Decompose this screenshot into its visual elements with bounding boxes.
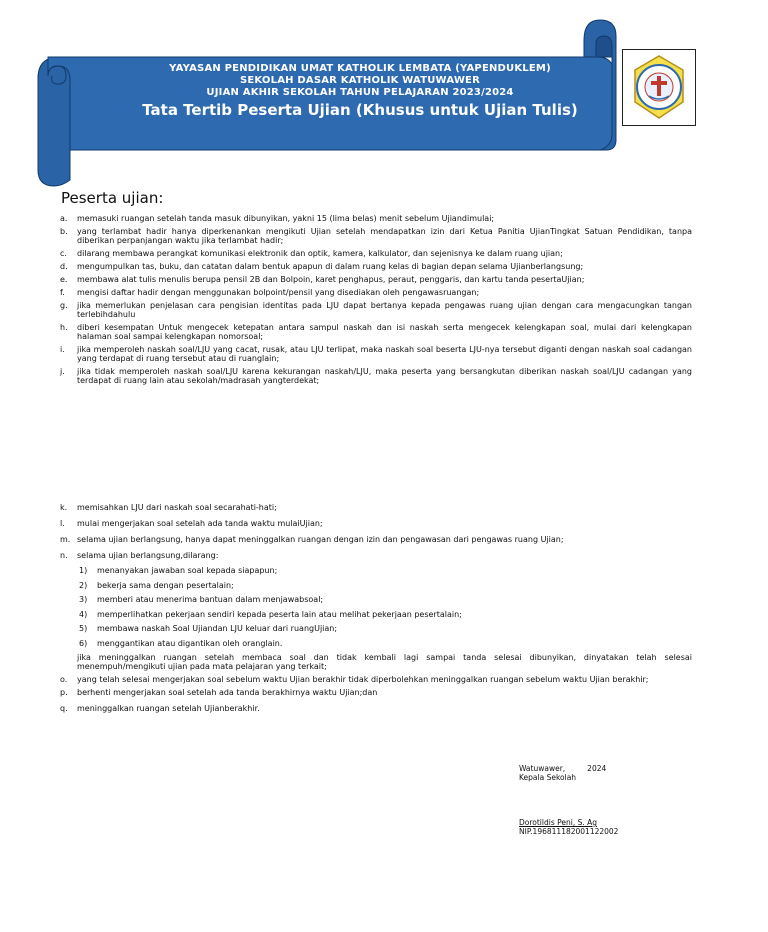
sub-list-item: 3) memberi atau menerima bantuan dalam menjawabsoal; — [79, 595, 324, 604]
list-item: n. selama ujian berlangsung,dilarang: — [60, 551, 219, 560]
list-item: m. selama ujian berlangsung, hanya dapat meninggalkan ruangan dengan izin dan pengawasan dari pengawas ruang Ujian; — [60, 535, 564, 544]
banner-text — [80, 63, 640, 120]
school-name: SEKOLAH DASAR KATHOLIK WATUWAWER — [239, 75, 480, 86]
list-item: l. mulai mengerjakan soal setelah ada tanda waktu mulaiUjian; — [60, 519, 323, 528]
signature-place-date — [519, 764, 606, 773]
sub-list-item: 1) menanyakan jawaban soal kepada siapapun; — [79, 566, 278, 575]
school-logo — [623, 50, 695, 125]
list-item: a. memasuki ruangan setelah tanda masuk dibunyikan, yakni 15 (lima belas) menit sebelum Ujiandimulai; — [60, 214, 495, 223]
signature-place: Watuwawer, — [519, 764, 566, 773]
sub-list-item: 5) membawa naskah Soal Ujiandan LJU keluar dari ruangUjian; — [79, 624, 338, 633]
signature-block — [519, 764, 606, 782]
rules-list-bottom — [60, 503, 692, 717]
section-heading: Peserta ujian: — [61, 189, 164, 207]
list-item: d. mengumpulkan tas, buku, dan catatan dalam bentuk apapun di dalam ruang kelas di bagian depan selama Ujianberlangsung; — [60, 262, 584, 271]
list-item: f. mengisi daftar hadir dengan menggunakan bolpoint/pensil yang disediakan oleh pengawasruangan; — [60, 288, 480, 297]
signature-nip: NIP.196811182001122002 — [519, 827, 619, 836]
list-item: i. jika memperoleh naskah soal/LJU yang cacat, rusak, atau LJU terlipat, maka naskah soal beserta LJU-nya tersebut diganti dengan naskah soal cadangan yang terdapat di ruang tersebut atau di ruanglain; — [60, 345, 692, 363]
sub-list-item: 4) memperlihatkan pekerjaan sendiri kepada peserta lain atau melihat pekerjaan pesertalain; — [79, 609, 462, 619]
list-item: q. meninggalkan ruangan setelah Ujianberakhir. — [60, 704, 260, 713]
signature-role: Kepala Sekolah — [519, 773, 577, 782]
signature-name: Dorotildis Peni, S. Ag — [519, 818, 598, 827]
school-logo-frame — [622, 49, 696, 126]
list-item: c. dilarang membawa perangkat komunikasi elektronik dan optik, kamera, kalkulator, dan sejenisnya ke dalam ruang ujian; — [60, 249, 563, 258]
exam-name: UJIAN AKHIR SEKOLAH TAHUN PELAJARAN 2023/2024 — [206, 87, 514, 98]
list-item: o. yang telah selesai mengerjakan soal sebelum waktu Ujian berakhir tidak diperbolehkan meninggalkan ruangan sebelum waktu Ujian berakhir; — [60, 675, 649, 684]
note-paragraph: jika meninggalkan ruangan setelah membaca soal dan tidak kembali lagi sampai tanda selesai dibunyikan, dinyatakan telah selesai menempuh/mengikuti ujian pada mata pelajaran yang terkait; — [77, 653, 692, 671]
rules-list-top — [60, 214, 692, 389]
sub-list-item: 2) bekerja sama dengan pesertalain; — [79, 580, 234, 590]
signature-year: 2024 — [587, 764, 607, 773]
sub-list-item: 6) menggantikan atau digantikan oleh oranglain. — [79, 638, 283, 648]
list-item: p. berhenti mengerjakan soal setelah ada tanda berakhirnya waktu Ujian;dan — [60, 688, 378, 697]
list-item: k. memisahkan LJU dari naskah soal secarahati-hati; — [60, 503, 277, 512]
signature-name-block — [519, 818, 618, 836]
list-item: g. jika memerlukan penjelasan cara pengisian identitas pada LJU dapat bertanya kepada pengawas ruang ujian dengan cara mengacungkan tangan terlebihdahulu — [60, 301, 692, 319]
foundation-name: YAYASAN PENDIDIKAN UMAT KATHOLIK LEMBATA (YAPENDUKLEM) — [169, 63, 551, 74]
list-item: j. jika tidak memperoleh naskah soal/LJU karena kekurangan naskah/LJU, maka peserta yang bersangkutan diberikan naskah soal/LJU cadangan yang terdapat di ruang lain atau sekolah/madrasah yangterdekat; — [60, 367, 692, 385]
list-item: h. diberi kesempatan Untuk mengecek ketepatan antara sampul naskah dan isi naskah serta mengecek kelengkapan soal, mulai dari kelengkapan halaman soal sampai kelengkapan nomorsoal; — [60, 323, 692, 341]
list-item: e. membawa alat tulis menulis berupa pensil 2B dan Bolpoin, karet penghapus, peraut, penggaris, dan kartu tanda pesertaUjian; — [60, 275, 585, 284]
list-item: b. yang terlambat hadir hanya diperkenankan mengikuti Ujian setelah mendapatkan izin dari Ketua Panitia UjianTingkat Satuan Pendidikan, tanpa diberikan perpanjangan waktu jika terlambat hadir; — [60, 227, 692, 245]
page-title: Tata Tertib Peserta Ujian (Khusus untuk Ujian Tulis) — [142, 101, 578, 119]
